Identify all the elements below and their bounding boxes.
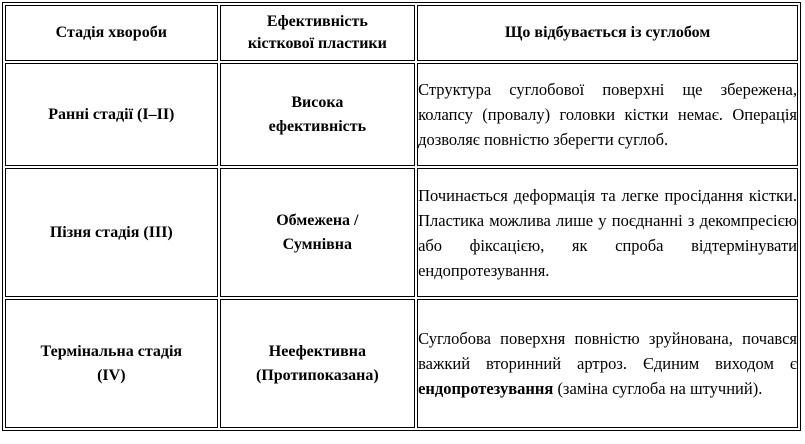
efficiency-line2: Сумнівна bbox=[282, 235, 353, 253]
efficiency-line2: (Протипоказана) bbox=[255, 366, 379, 384]
table-row bbox=[5, 63, 798, 166]
efficiency-line2: ефективність bbox=[268, 117, 367, 135]
description-text-end: (заміна суглоба на штучний). bbox=[553, 379, 763, 398]
stage-text: Пізня стадія (III) bbox=[49, 223, 173, 241]
efficiency-line1: Неефективна bbox=[268, 342, 366, 360]
table-header-row bbox=[5, 5, 798, 61]
cell-efficiency bbox=[220, 168, 415, 297]
cell-efficiency bbox=[220, 63, 415, 166]
description-text: Структура суглобової поверхні ще збережена, колапсу (провалу) головки кістки немає. Операція дозволяє повністю зберегти суглоб. bbox=[418, 80, 797, 149]
header-efficiency-line1: Ефективність bbox=[266, 13, 368, 30]
header-stage bbox=[5, 5, 218, 61]
description-text-bold: ендопротезування bbox=[418, 379, 554, 398]
header-joint bbox=[417, 5, 798, 61]
efficiency-line1: Обмежена / bbox=[276, 211, 359, 229]
cell-efficiency bbox=[220, 299, 415, 428]
description-text: Починається деформація та легке просідання кістки. Пластика можлива лише у поєднанні з декомпресією або фіксацією, як спроба відтермінувати ендопротезування. bbox=[418, 185, 797, 280]
cell-description bbox=[417, 63, 798, 166]
header-efficiency-line2: кісткової пластики bbox=[247, 35, 387, 52]
table-row bbox=[5, 299, 798, 428]
table-row bbox=[5, 168, 798, 297]
stage-line2: (IV) bbox=[97, 366, 126, 384]
stage-text: Ранні стадії (I–II) bbox=[48, 105, 175, 123]
header-joint-text: Що відбувається із суглобом bbox=[504, 24, 711, 41]
description-text-start: Суглобова поверхня повністю зруйнована, почався важкий вторинний артроз. Єдиним виходом є bbox=[418, 329, 797, 373]
cell-stage bbox=[5, 168, 218, 297]
cell-description bbox=[417, 168, 798, 297]
cell-stage bbox=[5, 63, 218, 166]
header-efficiency bbox=[220, 5, 415, 61]
stage-line1: Термінальна стадія bbox=[40, 342, 183, 360]
stages-table bbox=[2, 2, 801, 431]
cell-stage bbox=[5, 299, 218, 428]
cell-description bbox=[417, 299, 798, 428]
efficiency-line1: Висока bbox=[291, 93, 344, 111]
header-stage-text: Стадія хвороби bbox=[55, 24, 167, 41]
